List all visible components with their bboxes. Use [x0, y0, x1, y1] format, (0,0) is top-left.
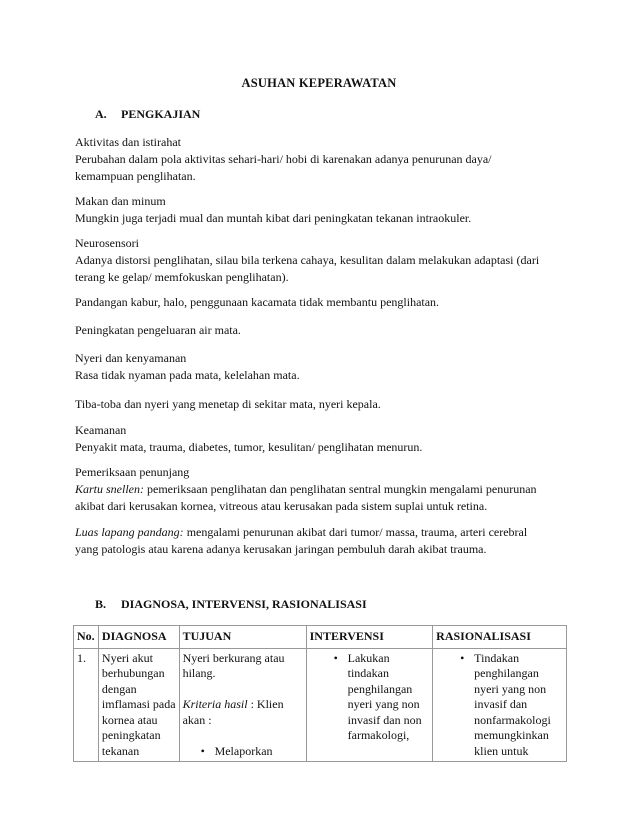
kriteria-hasil-label: Kriteria hasil	[182, 697, 248, 711]
cell-rasionalisasi	[433, 648, 567, 762]
cell-line: farmakologi,	[347, 728, 410, 742]
paragraph-nyeri	[75, 350, 575, 384]
table-row	[74, 648, 567, 762]
paragraph-peningkatan	[75, 322, 575, 339]
tujuan-bullet-list	[183, 744, 303, 760]
cell-diagnosa	[98, 648, 179, 762]
cell-line: penghilangan	[347, 681, 413, 696]
cell-line: penghilangan	[474, 666, 539, 680]
cell-line: hilang.	[182, 666, 216, 680]
paragraph-line: Adanya distorsi penglihatan, silau bila terkena cahaya, kesulitan dalam melakukan adaptasi (dari	[75, 253, 540, 267]
luas-lapang-label: Luas lapang pandang:	[75, 525, 184, 539]
cell-line: tekanan	[101, 743, 140, 758]
cell-line: nonfarmakologi	[474, 712, 551, 727]
section-a-heading	[95, 106, 200, 123]
paragraph-line: terang ke gelap/ memfokuskan penglihatan).	[75, 270, 289, 284]
section-b-number: B.	[95, 597, 107, 611]
cell-no: 1.	[74, 648, 99, 762]
list-item	[328, 651, 430, 744]
kartu-snellen-text: pemeriksaan penglihatan dan penglihatan sentral mungkin mengalami penurunan	[144, 482, 537, 496]
list-item: • Melaporkan	[195, 744, 303, 760]
section-a-label: PENGKAJIAN	[121, 107, 201, 121]
intervensi-bullet-list	[310, 651, 430, 744]
paragraph-neurosensori	[75, 235, 575, 286]
paragraph-line: Rasa tidak nyaman pada mata, kelelahan mata.	[75, 368, 300, 382]
paragraph-keamanan	[75, 422, 575, 456]
section-b-heading	[95, 596, 367, 613]
nursing-care-table	[73, 625, 567, 762]
header-intervensi: INTERVENSI	[306, 626, 433, 649]
paragraph-line: Peningkatan pengeluaran air mata.	[75, 323, 241, 337]
luas-lapang-text: mengalami penurunan akibat dari tumor/ massa, trauma, arteri cerebral	[183, 525, 528, 539]
header-rasionalisasi: RASIONALISASI	[433, 626, 567, 649]
cell-line: Nyeri berkurang atau	[182, 650, 285, 665]
cell-line: nyeri yang non	[474, 681, 547, 696]
cell-line: • Lakukan	[347, 650, 390, 665]
paragraph-line: Nyeri dan kenyamanan	[75, 351, 187, 365]
cell-line: klien untuk	[474, 743, 529, 758]
paragraph-makan	[75, 193, 575, 227]
section-a-number: A.	[95, 107, 107, 121]
paragraph-line	[75, 524, 575, 541]
list-item	[454, 651, 563, 760]
paragraph-line: Pemeriksaan penunjang	[75, 465, 190, 479]
rasional-bullet-list	[436, 651, 563, 760]
cell-line: tindakan	[347, 666, 389, 680]
paragraph-line: Mungkin juga terjadi mual dan muntah kibat dari peningkatan tekanan intraokuler.	[75, 211, 472, 225]
document-title: ASUHAN KEPERAWATAN	[241, 76, 397, 90]
cell-tujuan	[179, 648, 306, 762]
cell-line: invasif dan	[474, 697, 528, 711]
paragraph-line: akibat dari kerusakan kornea, vitreous atau kerusakan pada sistem suplai untuk retina.	[75, 499, 488, 513]
paragraph-line	[75, 481, 575, 498]
paragraph-line: Penyakit mata, trauma, diabetes, tumor, kesulitan/ penglihatan menurun.	[75, 440, 423, 454]
paragraph-line: Makan dan minum	[75, 194, 166, 208]
cell-line: nyeri yang non	[347, 697, 420, 711]
paragraph-line: Perubahan dalam pola aktivitas sehari-hari/ hobi di karenakan adanya penurunan daya/	[75, 152, 492, 166]
cell-line: kornea atau	[101, 712, 158, 727]
paragraph-line: Pandangan kabur, halo, penggunaan kacamata tidak membantu penglihatan.	[75, 295, 440, 309]
paragraph-line: Aktivitas dan istirahat	[75, 135, 181, 149]
paragraph-tiba	[75, 396, 575, 413]
cell-intervensi	[306, 648, 433, 762]
paragraph-aktivitas	[75, 134, 575, 185]
kriteria-hasil-text: : Klien	[247, 697, 284, 711]
paragraph-line: Keamanan	[75, 423, 127, 437]
paragraph-line: yang patologis atau karena adanya kerusakan jaringan pembuluh darah akibat trauma.	[75, 542, 487, 556]
paragraph-line: Tiba-toba dan nyeri yang menetap di sekitar mata, nyeri kepala.	[75, 397, 381, 411]
paragraph-pandangan	[75, 294, 575, 311]
paragraph-line: Neurosensori	[75, 236, 139, 250]
cell-line: berhubungan	[101, 666, 165, 680]
paragraph-pemeriksaan	[75, 464, 575, 515]
cell-line: akan :	[182, 712, 212, 727]
cell-line	[183, 697, 303, 713]
cell-line: peningkatan	[101, 728, 161, 742]
cell-line: dengan	[101, 681, 137, 696]
cell-line: imflamasi pada	[101, 697, 176, 711]
paragraph-line: kemampuan penglihatan.	[75, 169, 196, 183]
header-diagnosa: DIAGNOSA	[98, 626, 179, 649]
section-b-label: DIAGNOSA, INTERVENSI, RASIONALISASI	[121, 597, 367, 611]
cell-line: Nyeri akut	[101, 650, 153, 665]
cell-line: memungkinkan	[474, 728, 549, 742]
kartu-snellen-label: Kartu snellen:	[75, 482, 144, 496]
cell-line: • Tindakan	[474, 650, 520, 665]
header-no: No.	[74, 626, 99, 649]
cell-line: invasif dan non	[347, 712, 422, 727]
header-tujuan: TUJUAN	[179, 626, 306, 649]
table-header-row	[74, 626, 567, 649]
paragraph-luas-lapang	[75, 524, 575, 558]
